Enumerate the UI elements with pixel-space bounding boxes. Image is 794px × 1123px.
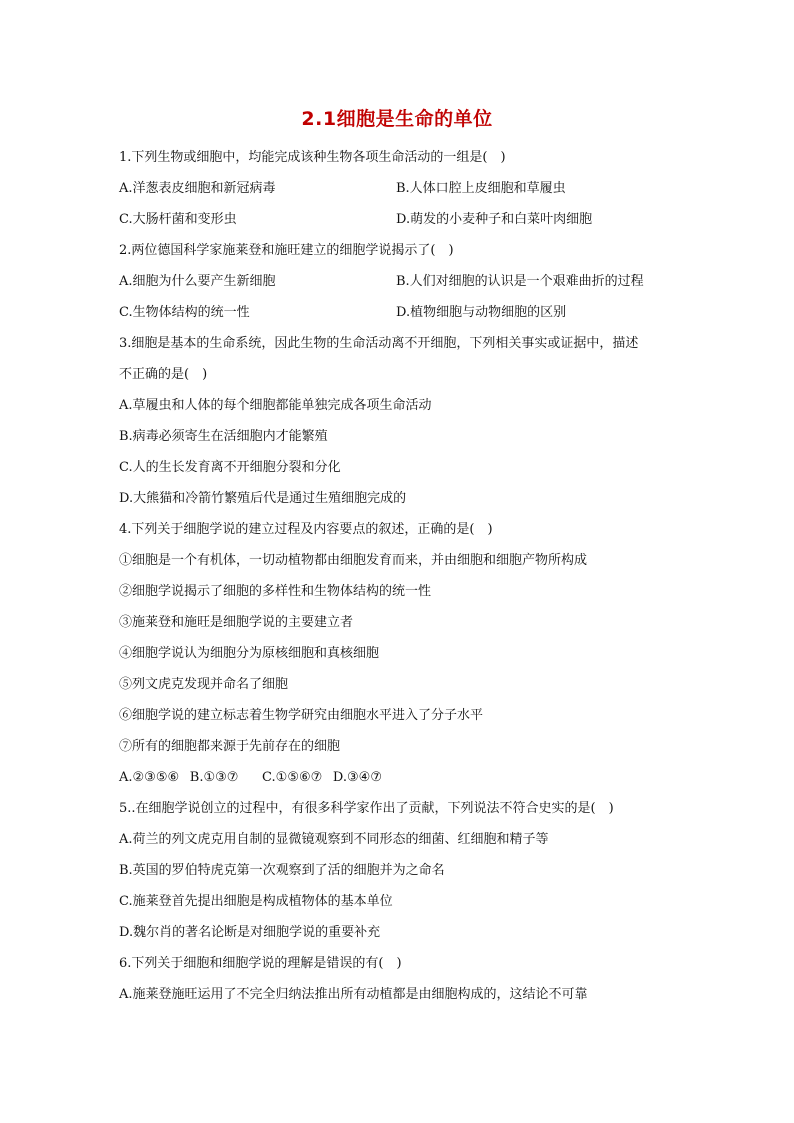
question-4-options: A.②③⑤⑥ B.①③⑦ C.①⑤⑥⑦ D.③④⑦ <box>119 770 382 785</box>
question-3-stem-line-2: 不正确的是( ) <box>119 367 208 382</box>
question-2-option-b: B.人们对细胞的认识是一个艰难曲折的过程 <box>396 274 644 289</box>
question-4-stem: 4.下列关于细胞学说的建立过程及内容要点的叙述，正确的是( ) <box>119 522 493 537</box>
question-1-options-row-2 <box>119 204 679 235</box>
question-2-option-a: A.细胞为什么要产生新细胞 <box>119 274 276 289</box>
question-1-option-b: B.人体口腔上皮细胞和草履虫 <box>396 181 566 196</box>
question-4-statement-2: ②细胞学说揭示了细胞的多样性和生物体结构的统一性 <box>119 584 432 599</box>
question-3-option-d: D.大熊猫和冷箭竹繁殖后代是通过生殖细胞完成的 <box>119 491 407 506</box>
question-4-statement-3: ③施莱登和施旺是细胞学说的主要建立者 <box>119 615 354 630</box>
question-2-stem: 2.两位德国科学家施莱登和施旺建立的细胞学说揭示了( ) <box>119 243 454 258</box>
question-3-stem-line-1: 3.细胞是基本的生命系统，因此生物的生命活动离不开细胞，下列相关事实或证据中，描述 <box>119 336 639 351</box>
question-6-option-a: A.施莱登施旺运用了不完全归纳法推出所有动植都是由细胞构成的，这结论不可靠 <box>119 987 588 1002</box>
question-4-statement-4: ④细胞学说认为细胞分为原核细胞和真核细胞 <box>119 646 380 661</box>
question-6-stem: 6.下列关于细胞和细胞学说的理解是错误的有( ) <box>119 956 402 971</box>
page-title: 2.1细胞是生命的单位 <box>301 108 493 130</box>
question-list <box>119 142 679 1010</box>
question-3-option-a: A.草履虫和人体的每个细胞都能单独完成各项生命活动 <box>119 398 432 413</box>
question-4-statement-7: ⑦所有的细胞都来源于先前存在的细胞 <box>119 739 341 754</box>
question-5-option-d: D.魏尔肖的著名论断是对细胞学说的重要补充 <box>119 925 381 940</box>
question-1-options-row-1 <box>119 173 679 204</box>
question-5-option-a: A.荷兰的列文虎克用自制的显微镜观察到不同形态的细菌、红细胞和精子等 <box>119 832 549 847</box>
question-2-options-row-1 <box>119 266 679 297</box>
question-2-option-c: C.生物体结构的统一性 <box>119 305 250 320</box>
question-4-statement-1: ①细胞是一个有机体，一切动植物都由细胞发育而来，并由细胞和细胞产物所构成 <box>119 553 588 568</box>
question-1-option-d: D.萌发的小麦种子和白菜叶肉细胞 <box>396 212 593 227</box>
question-3-option-b: B.病毒必须寄生在活细胞内才能繁殖 <box>119 429 328 444</box>
question-1-option-c: C.大肠杆菌和变形虫 <box>119 212 237 227</box>
question-4-statement-5: ⑤列文虎克发现并命名了细胞 <box>119 677 289 692</box>
question-5-option-b: B.英国的罗伯特虎克第一次观察到了活的细胞并为之命名 <box>119 863 445 878</box>
question-2-option-d: D.植物细胞与动物细胞的区别 <box>396 305 567 320</box>
question-5-stem: 5..在细胞学说创立的过程中，有很多科学家作出了贡献，下列说法不符合史实的是( ) <box>119 801 614 816</box>
question-4-statement-6: ⑥细胞学说的建立标志着生物学研究由细胞水平进入了分子水平 <box>119 708 484 723</box>
question-5-option-c: C.施莱登首先提出细胞是构成植物体的基本单位 <box>119 894 393 909</box>
question-1-stem: 1.下列生物或细胞中，均能完成该种生物各项生命活动的一组是( ) <box>119 150 506 165</box>
question-3-option-c: C.人的生长发育离不开细胞分裂和分化 <box>119 460 341 475</box>
question-1-option-a: A.洋葱表皮细胞和新冠病毒 <box>119 181 276 196</box>
question-2-options-row-2 <box>119 297 679 328</box>
